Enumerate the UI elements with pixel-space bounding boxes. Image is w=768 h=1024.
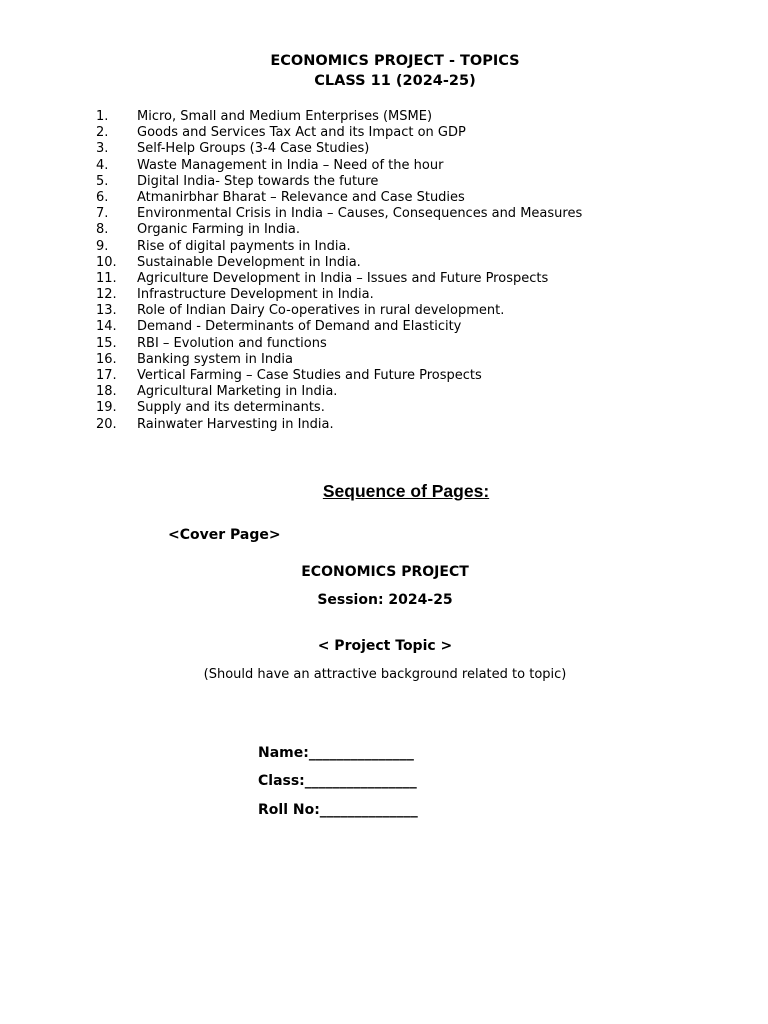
- topic-item: [96, 109, 582, 125]
- topic-text: Infrastructure Development in India.: [137, 287, 374, 303]
- topic-text: Self-Help Groups (3-4 Case Studies): [137, 141, 370, 157]
- topic-number: 19.: [96, 400, 117, 416]
- topic-number: 20.: [96, 416, 117, 432]
- topic-text: Agriculture Development in India – Issues and Future Prospects: [137, 270, 549, 286]
- roll-no-field: Roll No:______________: [258, 802, 418, 818]
- cover-note: (Should have an attractive background related to topic): [203, 667, 567, 682]
- topic-item: [96, 174, 582, 190]
- cover-project-topic: < Project Topic >: [317, 638, 453, 654]
- topic-item: [96, 239, 582, 255]
- topic-item: [96, 303, 582, 319]
- topic-item: [96, 190, 582, 206]
- topic-item: [96, 319, 582, 335]
- topic-item: [96, 158, 582, 174]
- topic-number: 8.: [96, 222, 109, 238]
- cover-session: Session: 2024-25: [317, 592, 453, 608]
- topic-text: Vertical Farming – Case Studies and Future Prospects: [137, 368, 482, 383]
- topic-text: Demand - Determinants of Demand and Elasticity: [137, 319, 462, 335]
- topic-number: 9.: [96, 238, 109, 254]
- topic-text: RBI – Evolution and functions: [137, 335, 327, 351]
- topic-text: Banking system in India: [137, 351, 293, 367]
- topic-text: Organic Farming in India.: [137, 222, 300, 238]
- topic-item: [96, 336, 582, 352]
- topic-item: [96, 125, 582, 141]
- topic-text: Agricultural Marketing in India.: [137, 384, 338, 400]
- topic-item: [96, 417, 582, 433]
- topic-number: 5.: [96, 173, 109, 189]
- topic-item: [96, 400, 582, 416]
- topic-number: 12.: [96, 287, 117, 303]
- topic-item: [96, 352, 582, 368]
- cover-page-label: <Cover Page>: [168, 527, 281, 543]
- class-field: Class:________________: [258, 773, 417, 789]
- topic-item: [96, 141, 582, 157]
- page-title: ECONOMICS PROJECT - TOPICS: [270, 53, 520, 69]
- topic-text: Goods and Services Tax Act and its Impact on GDP: [137, 125, 466, 141]
- topic-number: 7.: [96, 206, 109, 222]
- topic-number: 4.: [96, 157, 109, 173]
- topic-number: 17.: [96, 368, 117, 383]
- topic-text: Role of Indian Dairy Co-operatives in rural development.: [137, 303, 505, 319]
- sequence-heading: Sequence of Pages:: [322, 481, 490, 501]
- topic-item: [96, 222, 582, 238]
- topic-number: 6.: [96, 189, 109, 205]
- topic-item: [96, 384, 582, 400]
- topic-number: 14.: [96, 319, 117, 335]
- topic-text: Supply and its determinants.: [137, 400, 325, 416]
- topic-item: [96, 287, 582, 303]
- topic-number: 1.: [96, 109, 109, 124]
- topic-item: [96, 206, 582, 222]
- topic-text: Rainwater Harvesting in India.: [137, 416, 334, 432]
- topic-text: Waste Management in India – Need of the hour: [137, 157, 444, 173]
- topic-item: [96, 368, 582, 384]
- page-subtitle: CLASS 11 (2024-25): [314, 73, 476, 89]
- topic-number: 15.: [96, 335, 117, 351]
- topic-number: 2.: [96, 125, 109, 141]
- topic-number: 11.: [96, 270, 117, 286]
- topics-list: [96, 109, 582, 433]
- cover-project-title: ECONOMICS PROJECT: [301, 564, 469, 580]
- topic-number: 13.: [96, 303, 117, 319]
- topic-item: [96, 271, 582, 287]
- topic-text: Digital India- Step towards the future: [137, 173, 379, 189]
- topic-number: 16.: [96, 351, 117, 367]
- topic-text: Environmental Crisis in India – Causes, Consequences and Measures: [137, 206, 583, 222]
- topic-text: Sustainable Development in India.: [137, 254, 361, 270]
- name-field: Name:_______________: [258, 745, 414, 761]
- topic-text: Atmanirbhar Bharat – Relevance and Case Studies: [137, 189, 465, 205]
- topic-text: Rise of digital payments in India.: [137, 238, 351, 254]
- topic-text: Micro, Small and Medium Enterprises (MSME): [137, 109, 433, 124]
- topic-number: 3.: [96, 141, 109, 157]
- topic-number: 18.: [96, 384, 117, 400]
- topic-item: [96, 255, 582, 271]
- topic-number: 10.: [96, 254, 117, 270]
